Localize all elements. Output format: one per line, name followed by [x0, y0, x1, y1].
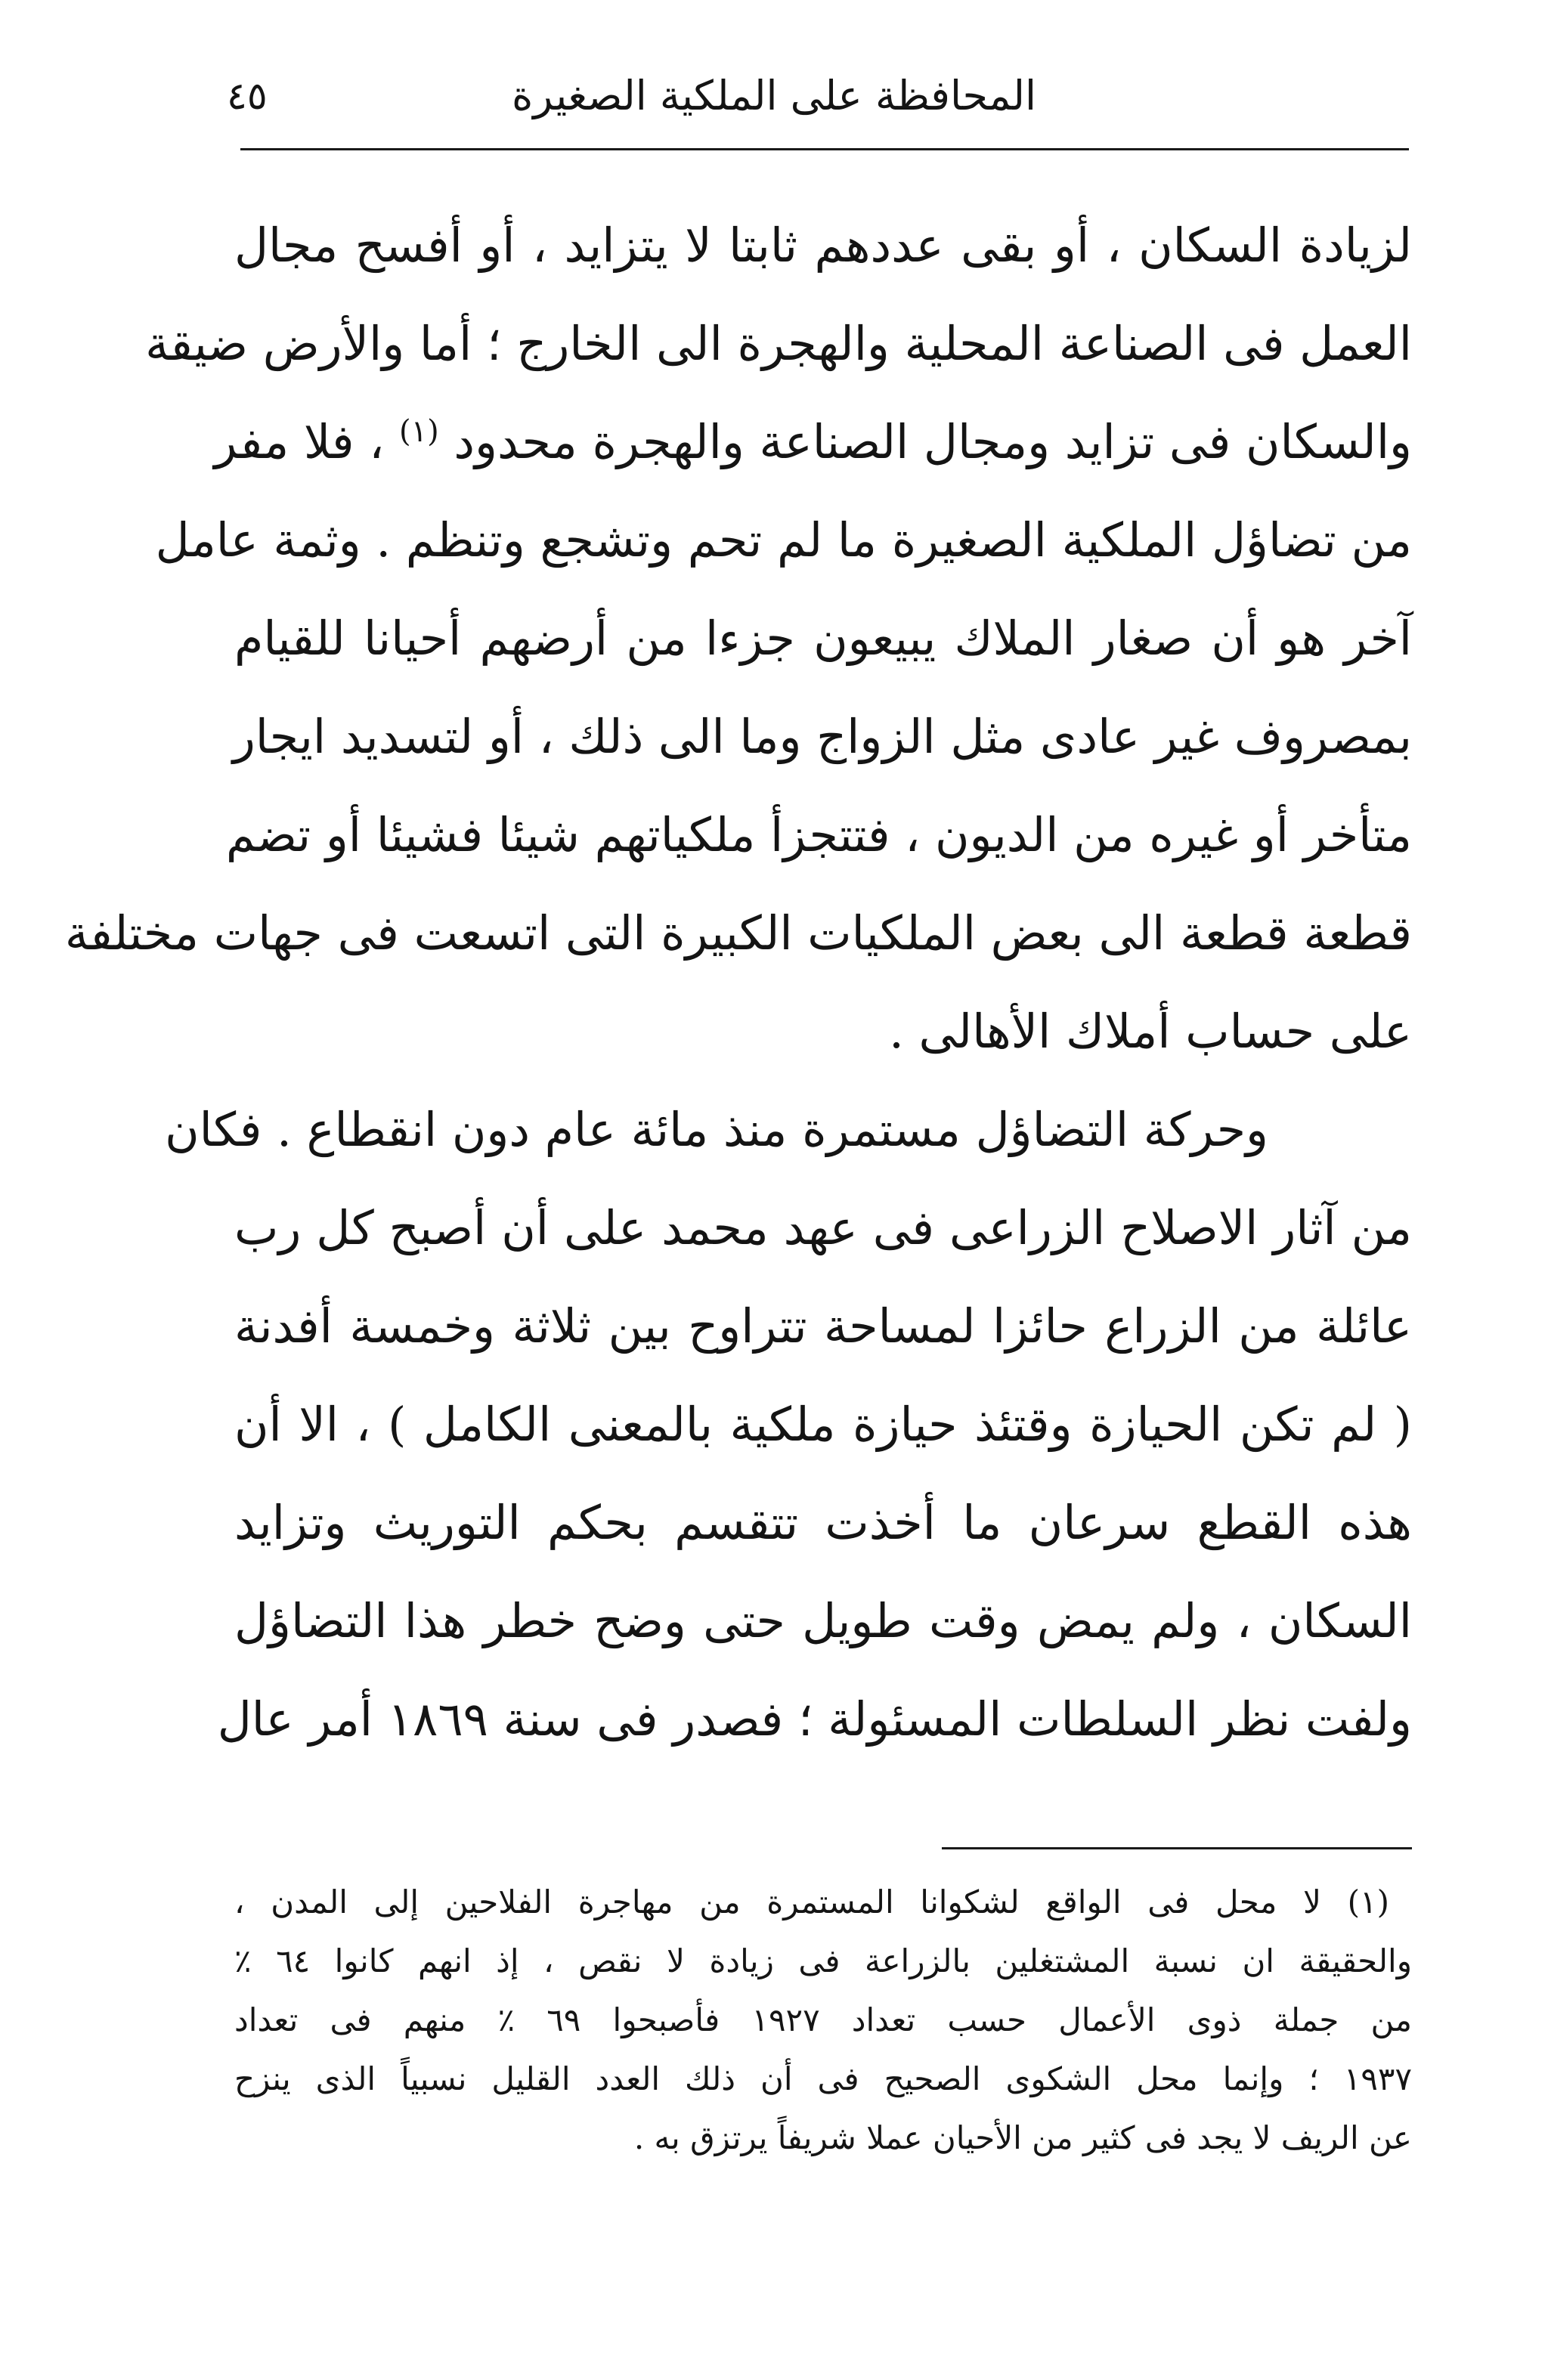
- text-line: السكان ، ولم يمض وقت طويل حتى وضح خطر هذا التضاؤل: [234, 1593, 1412, 1648]
- text-line: متأخر أو غيره من الديون ، فتتجزأ ملكياتهم شيئا فشيئا أو تضم: [225, 807, 1412, 862]
- text-line: لزيادة السكان ، أو بقى عددهم ثابتا لا يتزايد ، أو أفسح مجال: [234, 218, 1412, 273]
- text-line: [214, 393, 1412, 491]
- text-line: ( لم تكن الحيازة وقتئذ حيازة ملكية بالمعنى الكامل ) ، الا أن: [234, 1397, 1412, 1452]
- body-text: [64, 197, 1412, 1769]
- text-line: من تضاؤل الملكية الصغيرة ما لم تحم وتشجع وتنظم . وثمة عامل: [155, 512, 1412, 568]
- page-number: ٤٥: [227, 74, 268, 118]
- text-line: قطعة قطعة الى بعض الملكيات الكبيرة التى اتسعت فى جهات مختلفة: [64, 905, 1412, 961]
- text-line-part: والسكان فى تزايد ومجال الصناعة والهجرة محدود: [454, 414, 1412, 469]
- footnote-rule: [942, 1847, 1412, 1849]
- text-line: وحركة التضاؤل مستمرة منذ مائة عام دون انقطاع . فكان: [165, 1102, 1268, 1157]
- header-rule: [240, 148, 1409, 150]
- text-line-part: ، فلا مفر: [214, 414, 385, 469]
- footnote-line: (١) لا محل فى الواقع لشكوانا المستمرة من مهاجرة الفلاحين إلى المدن ،: [234, 1883, 1389, 1920]
- footnote-line: من جملة ذوى الأعمال حسب تعداد ١٩٢٧ فأصبحوا ٦٩ ٪ منهم فى تعداد: [234, 2001, 1413, 2038]
- footnote-line: ١٩٣٧ ؛ وإنما محل الشكوى الصحيح فى أن ذلك العدد القليل نسبياً الذى ينزح: [234, 2060, 1412, 2097]
- text-line: من آثار الاصلاح الزراعى فى عهد محمد على أن أصبح كل رب: [234, 1200, 1412, 1255]
- footnote-line: عن الريف لا يجد فى كثير من الأحيان عملا شريفاً يرتزق به .: [633, 2119, 1412, 2156]
- footnote-line: والحقيقة ان نسبة المشتغلين بالزراعة فى زيادة لا نقص ، إذ انهم كانوا ٦٤ ٪: [234, 1942, 1412, 1979]
- footnote: [234, 1873, 1412, 2168]
- text-line: هذه القطع سرعان ما أخذت تتقسم بحكم التوريث وتزايد: [234, 1495, 1412, 1550]
- text-line: آخر هو أن صغار الملاك يبيعون جزءا من أرضهم أحيانا للقيام: [234, 611, 1412, 666]
- text-line: ولفت نظر السلطات المسئولة ؛ فصدر فى سنة ١٨٦٩ أمر عال: [217, 1691, 1412, 1747]
- running-title: المحافظة على الملكية الصغيرة: [512, 72, 1036, 119]
- text-line: العمل فى الصناعة المحلية والهجرة الى الخارج ؛ أما والأرض ضيقة: [145, 316, 1412, 371]
- text-line: على حساب أملاك الأهالى .: [889, 1004, 1412, 1059]
- text-line: بمصروف غير عادى مثل الزواج وما الى ذلك ، أو لتسديد ايجار: [232, 709, 1412, 764]
- footnote-marker: (١): [398, 414, 439, 449]
- text-line: عائلة من الزراع حائزا لمساحة تتراوح بين ثلاثة وخمسة أفدنة: [234, 1298, 1412, 1354]
